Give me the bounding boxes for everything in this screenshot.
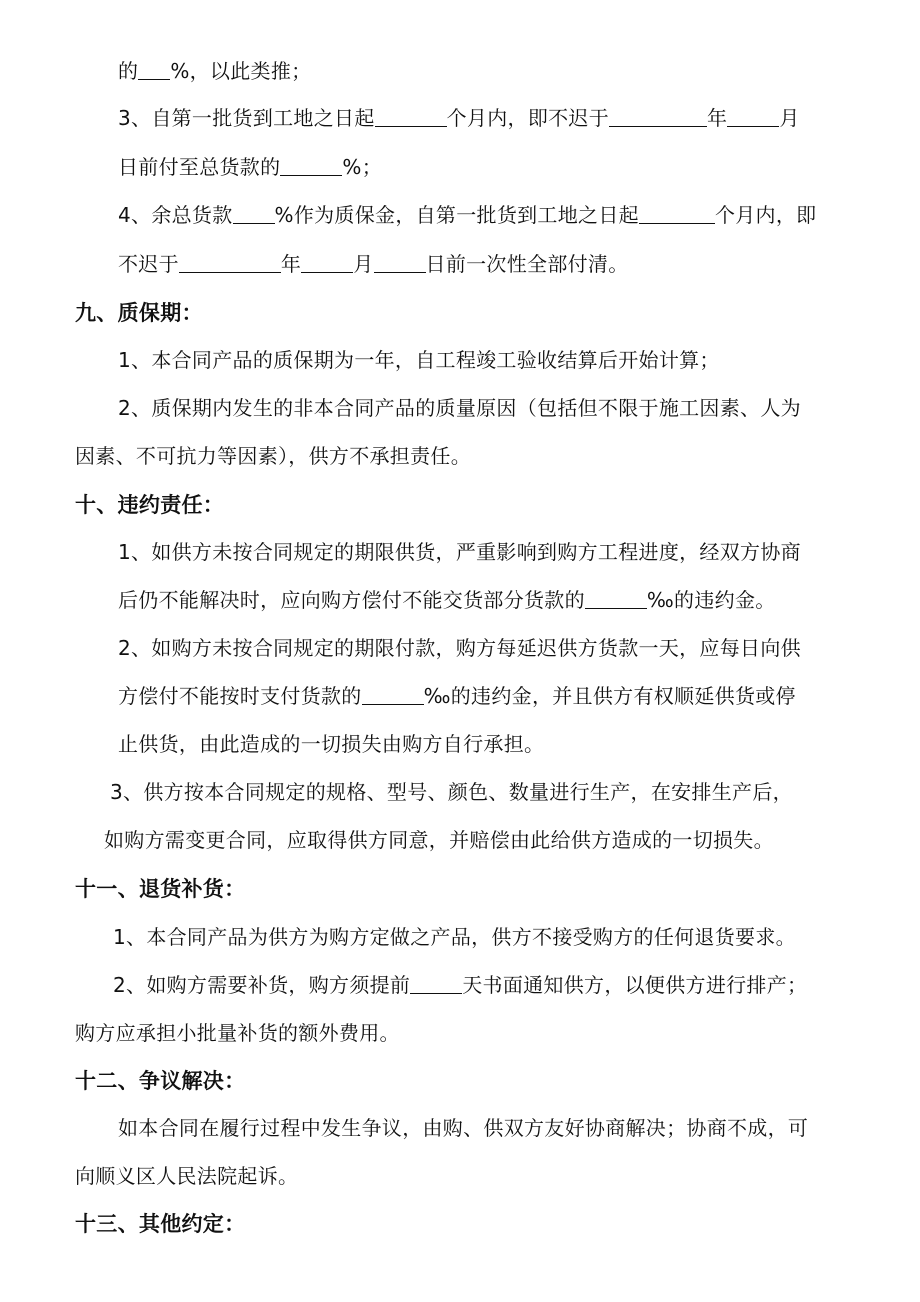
text-line — [118, 103, 800, 133]
text: 天书面通知供方，以便供方进行排产； — [462, 973, 808, 997]
text: ‰的违约金。 — [646, 588, 776, 612]
text-line: 因素、不可抗力等因素），供方不承担责任。 — [75, 444, 471, 468]
fill-blank — [138, 59, 170, 80]
section-heading: 十二、争议解决： — [75, 1069, 246, 1093]
text: 个月内，即 — [714, 203, 817, 227]
text-line — [118, 56, 311, 86]
text-line: 向顺义区人民法院起诉。 — [75, 1164, 299, 1188]
text-line: 购方应承担小批量补货的额外费用。 — [75, 1021, 400, 1045]
fill-blank — [280, 155, 342, 176]
text: 月 — [779, 106, 800, 130]
text-line: 如购方需变更合同，应取得供方同意，并赔偿由此给供方造成的一切损失。 — [104, 828, 774, 852]
text: 月 — [353, 252, 374, 276]
text-line — [113, 970, 807, 1000]
fill-blank — [727, 106, 779, 127]
text: 4、余总货款 — [118, 203, 233, 227]
text: 2、如购方需要补货，购方须提前 — [113, 973, 411, 997]
section-heading: 九、质保期： — [75, 301, 203, 325]
text-line — [118, 200, 816, 230]
text-line: 2、如购方未按合同规定的期限付款，购方每延迟供方货款一天，应每日向供 — [118, 636, 801, 660]
text: 个月内，即不迟于 — [446, 106, 610, 130]
text: 不迟于 — [118, 252, 179, 276]
text-line: 1、本合同产品为供方为购方定做之产品，供方不接受购方的任何退货要求。 — [113, 925, 796, 949]
section-heading: 十三、其他约定： — [75, 1212, 246, 1236]
text-line: 1、本合同产品的质保期为一年，自工程竣工验收结算后开始计算； — [118, 348, 720, 372]
text: 3、自第一批货到工地之日起 — [118, 106, 375, 130]
fill-blank — [233, 203, 275, 224]
fill-blank — [362, 684, 424, 705]
fill-blank — [375, 106, 447, 127]
section-heading: 十、违约责任： — [75, 493, 225, 517]
text-line: 如本合同在履行过程中发生争议，由购、供双方友好协商解决；协商不成，可 — [118, 1116, 809, 1140]
text: 年 — [707, 106, 728, 130]
fill-blank — [301, 252, 353, 273]
section-heading: 十一、退货补货： — [75, 877, 246, 901]
text-line: 1、如供方未按合同规定的期限供货，严重影响到购方工程进度，经双方协商 — [118, 540, 801, 564]
fill-blank — [179, 252, 281, 273]
text: 日前一次性全部付清。 — [425, 252, 629, 276]
text: %作为质保金，自第一批货到工地之日起 — [274, 203, 639, 227]
text: 方偿付不能按时支付货款的 — [118, 684, 362, 708]
text-line: 3、供方按本合同规定的规格、型号、颜色、数量进行生产，在安排生产后， — [110, 780, 793, 804]
text: 年 — [280, 252, 302, 276]
text: %； — [342, 155, 383, 179]
text-line: 2、质保期内发生的非本合同产品的质量原因（包括但不限于施工因素、人为 — [118, 396, 801, 420]
text-line — [118, 585, 776, 615]
text-line: 止供货，由此造成的一切损失由购方自行承担。 — [118, 732, 545, 756]
text-line — [118, 249, 629, 279]
text: 后仍不能解决时，应向购方偿付不能交货部分货款的 — [118, 588, 585, 612]
fill-blank — [410, 973, 462, 994]
fill-blank — [585, 588, 647, 609]
text: %，以此类推； — [170, 59, 312, 83]
text: 的 — [118, 59, 139, 83]
fill-blank — [639, 203, 715, 224]
fill-blank — [609, 106, 707, 127]
text: 日前付至总货款的 — [118, 155, 281, 179]
text-line — [118, 681, 796, 711]
text-line — [118, 152, 382, 182]
text: ‰的违约金，并且供方有权顺延供货或停 — [423, 684, 796, 708]
fill-blank — [374, 252, 426, 273]
